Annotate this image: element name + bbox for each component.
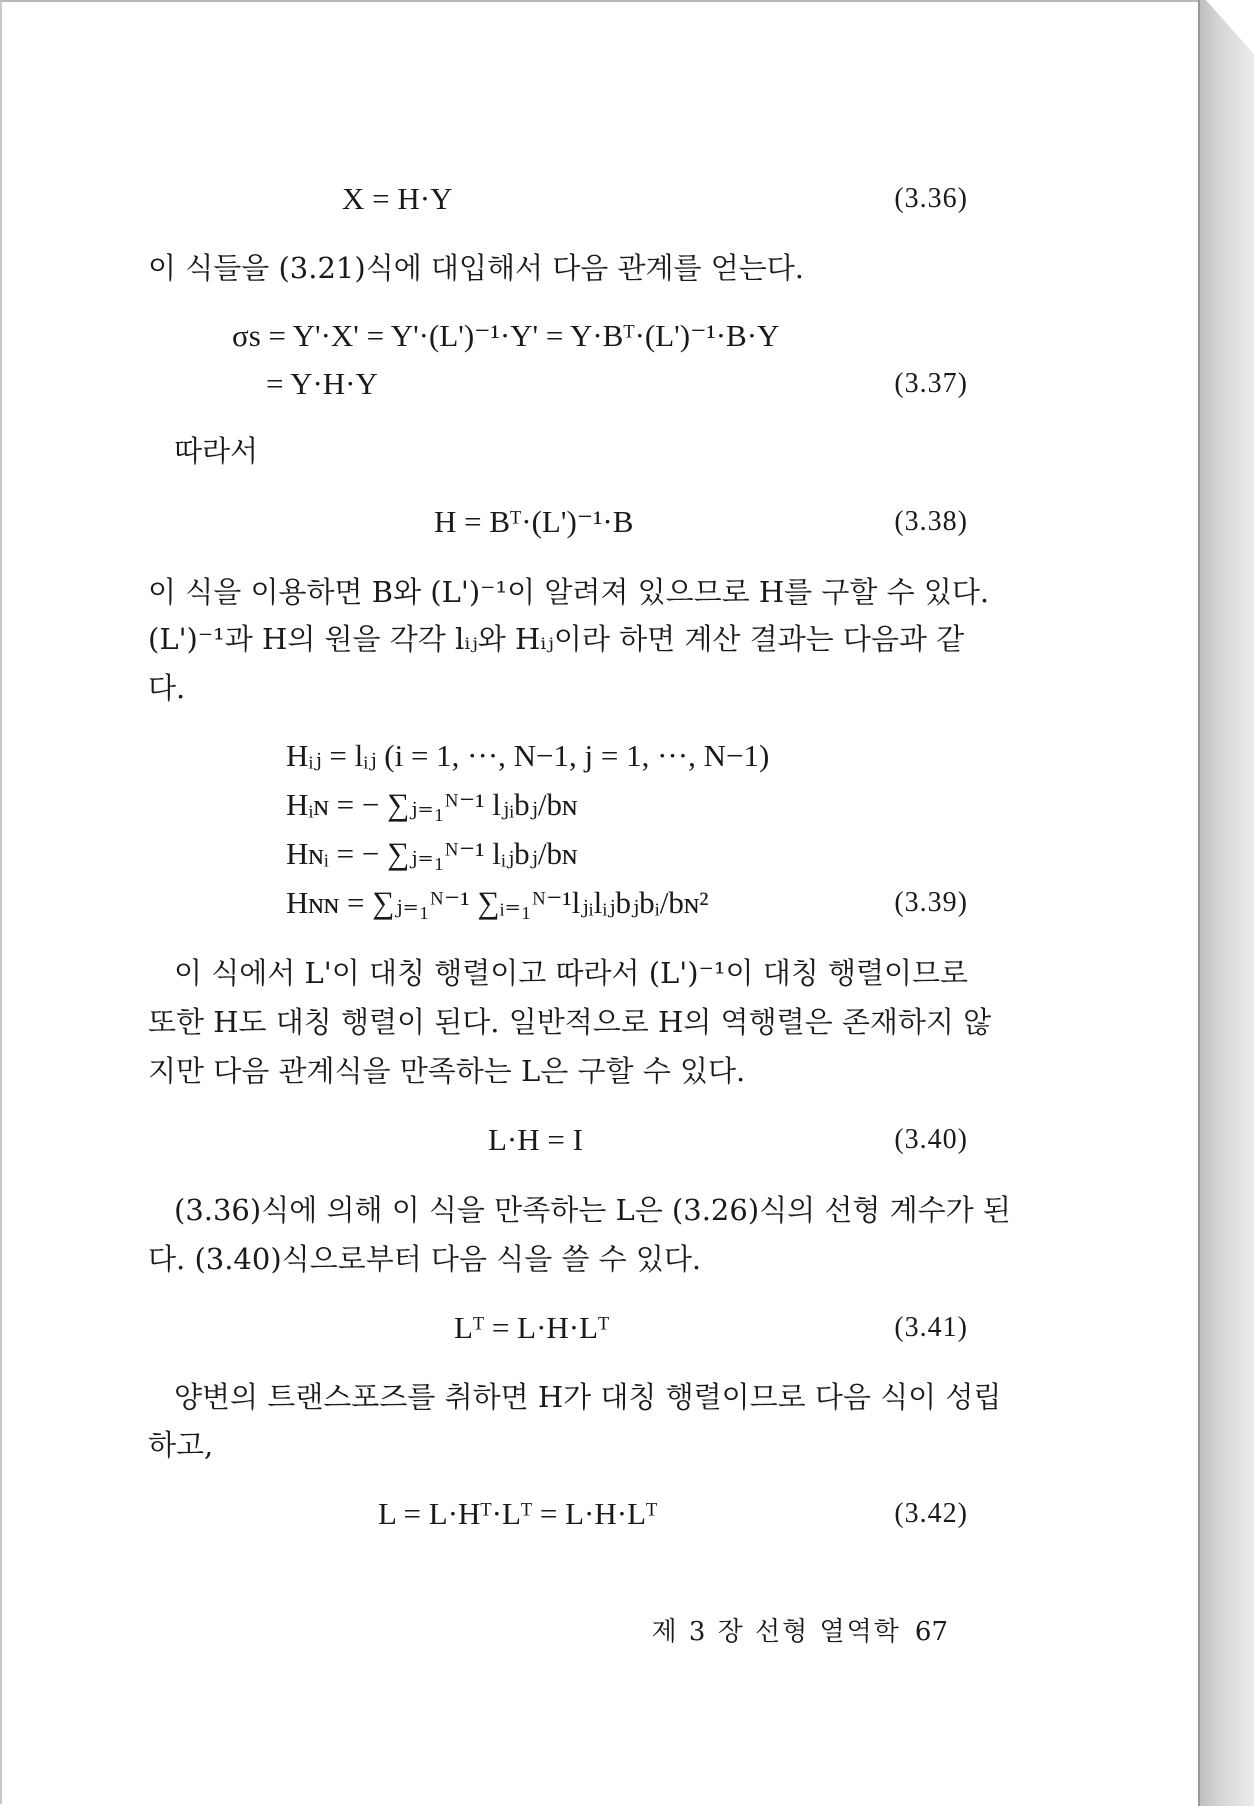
paragraph-2: 따라서 [174, 434, 259, 468]
paragraph-4-line-2: 또한 H도 대칭 행렬이 된다. 일반적으로 H의 역행렬은 존재하지 않 [148, 1005, 992, 1039]
equation-3-37-line-2: = Y·H·Y [266, 366, 378, 401]
page-number: 67 [914, 1617, 948, 1647]
equation-number-3-41: (3.41) [894, 1312, 968, 1343]
equation-3-39-line-3: Hɴᵢ = − ∑ⱼ₌₁ᴺ⁻¹ lᵢⱼbⱼ/bɴ [286, 836, 578, 871]
equation-3-38: H = Bᵀ·(L')⁻¹·B [434, 504, 634, 539]
paragraph-5-line-1: (3.36)식에 의해 이 식을 만족하는 L은 (3.26)식의 선형 계수가 된 [174, 1193, 1011, 1227]
equation-3-37-line-1: σs = Y'·X' = Y'·(L')⁻¹·Y' = Y·Bᵀ·(L')⁻¹·B·Y [232, 318, 780, 353]
paragraph-5-line-2: 다. (3.40)식으로부터 다음 식을 쓸 수 있다. [148, 1242, 702, 1276]
equation-3-39-line-2: Hᵢɴ = − ∑ⱼ₌₁ᴺ⁻¹ lⱼᵢbⱼ/bɴ [286, 787, 578, 822]
equation-number-3-37: (3.37) [894, 368, 968, 399]
equation-3-41: Lᵀ = L·H·Lᵀ [454, 1310, 610, 1345]
paragraph-1: 이 식들을 (3.21)식에 대입해서 다음 관계를 얻는다. [148, 251, 804, 285]
running-footer [651, 1615, 948, 1649]
equation-3-39-line-1: Hᵢⱼ = lᵢⱼ (i = 1, ···, N−1, j = 1, ···, N−1) [286, 738, 770, 773]
equation-3-40: L·H = I [488, 1122, 583, 1157]
equation-number-3-36: (3.36) [894, 183, 968, 214]
equation-3-36: X = H·Y [342, 181, 453, 216]
paragraph-6-line-2: 하고, [148, 1428, 214, 1462]
equation-3-42: L = L·Hᵀ·Lᵀ = L·H·Lᵀ [378, 1496, 658, 1531]
equation-number-3-39: (3.39) [894, 887, 968, 918]
paragraph-3-line-1: 이 식을 이용하면 B와 (L')⁻¹이 알려져 있으므로 H를 구할 수 있다. [148, 575, 990, 609]
page-edge-shadow [1198, 0, 1254, 1806]
paragraph-3-line-2: (L')⁻¹과 H의 원을 각각 lᵢⱼ와 Hᵢⱼ이라 하면 계산 결과는 다음과 같 [148, 622, 965, 656]
paragraph-4-line-1: 이 식에서 L'이 대칭 행렬이고 따라서 (L')⁻¹이 대칭 행렬이므로 [174, 956, 969, 990]
paragraph-4-line-3: 지만 다음 관계식을 만족하는 L은 구할 수 있다. [148, 1054, 746, 1088]
paragraph-6-line-1: 양변의 트랜스포즈를 취하면 H가 대칭 행렬이므로 다음 식이 성립 [174, 1380, 1002, 1414]
paragraph-3-line-3: 다. [148, 671, 186, 705]
equation-number-3-40: (3.40) [894, 1124, 968, 1155]
chapter-title: 제 3 장 선형 열역학 [651, 1617, 901, 1647]
page-edge-line [1198, 0, 1200, 1806]
equation-3-39-line-4: Hɴɴ = ∑ⱼ₌₁ᴺ⁻¹ ∑ᵢ₌₁ᴺ⁻¹lⱼᵢlᵢⱼbⱼbᵢ/bɴ² [286, 885, 709, 920]
equation-number-3-38: (3.38) [894, 506, 968, 537]
equation-number-3-42: (3.42) [894, 1498, 968, 1529]
